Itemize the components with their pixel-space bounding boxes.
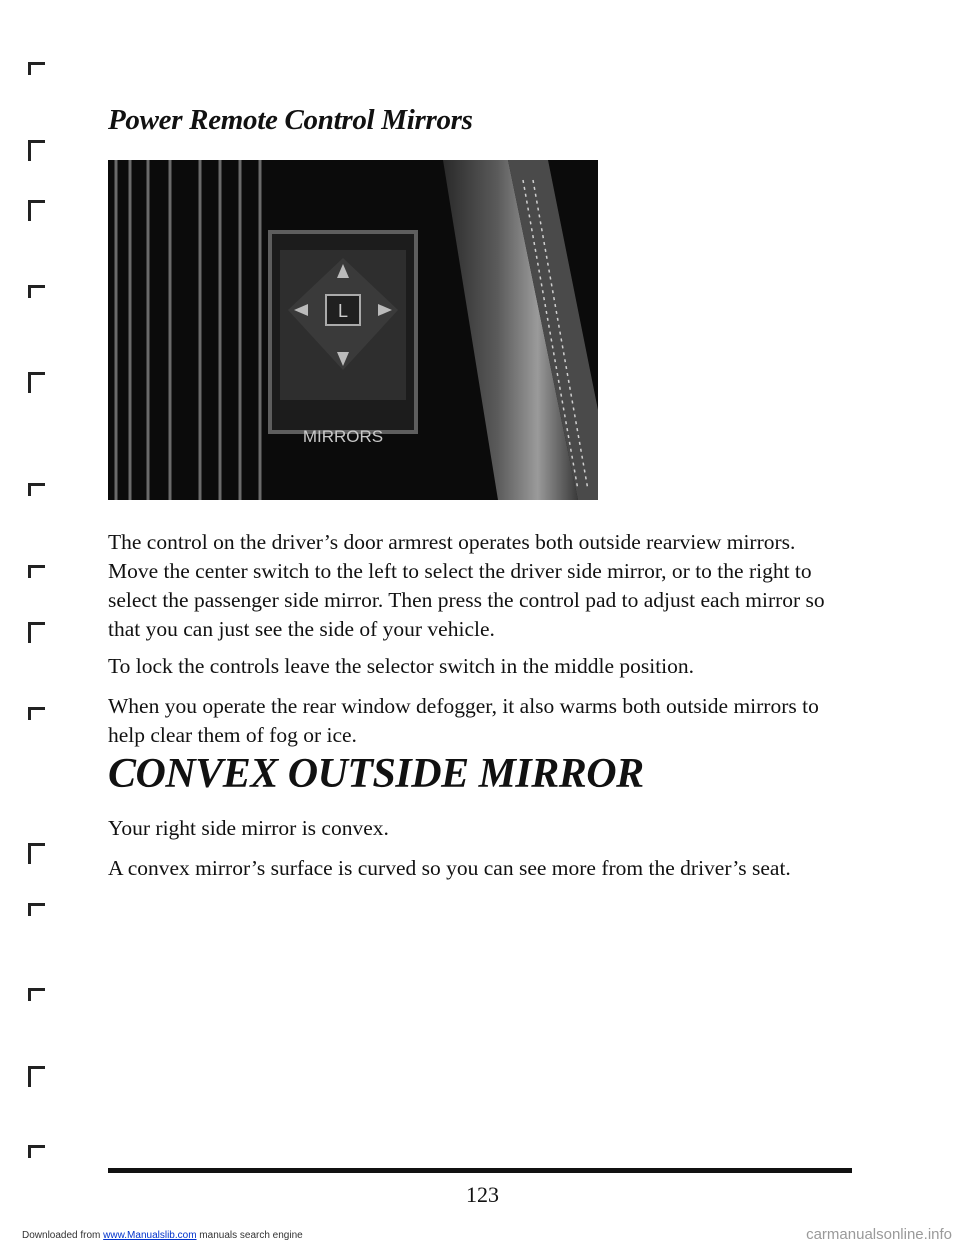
paragraph-convex: Your right side mirror is convex.: [108, 816, 389, 840]
paragraph-control: The control on the driver’s door armrest operates both outside rearview mirrors. Move the center switch to the left to select the driver side mirror, or to the right to select the passenger side mirror. Then press the control pad to adjust each mirror so that you can just see the side of your vehicle.: [108, 530, 825, 641]
margin-mark: [28, 622, 45, 643]
paragraph-convex-surface: A convex mirror’s surface is curved so you can see more from the driver’s seat.: [108, 856, 791, 880]
margin-mark: [28, 483, 45, 496]
margin-mark: [28, 843, 45, 864]
section-title: Power Remote Control Mirrors: [108, 104, 473, 136]
mirror-control-photo: [108, 160, 598, 500]
watermark-prefix: Downloaded from: [22, 1230, 104, 1241]
margin-mark: [28, 62, 45, 75]
margin-mark: [28, 285, 45, 298]
margin-mark: [28, 1066, 45, 1087]
margin-mark: [28, 1145, 45, 1158]
download-watermark: [22, 1230, 303, 1241]
margin-mark: [28, 372, 45, 393]
paragraph-defogger: When you operate the rear window defogger, it also warms both outside mirrors to help clear them of fog or ice.: [108, 694, 819, 747]
margin-mark: [28, 988, 45, 1001]
selector-label: L: [337, 301, 349, 321]
footer-rule: [108, 1168, 852, 1173]
margin-mark: [28, 903, 45, 916]
convex-heading: CONVEX OUTSIDE MIRROR: [108, 751, 644, 797]
margin-mark: [28, 200, 45, 221]
page-number: 123: [466, 1182, 499, 1207]
mirrors-label: MIRRORS: [302, 427, 384, 446]
margin-mark: [28, 565, 45, 578]
manualslib-link[interactable]: www.Manualslib.com: [103, 1230, 197, 1241]
site-watermark: carmanualsonline.info: [806, 1226, 952, 1243]
margin-mark: [28, 707, 45, 720]
paragraph-lock: To lock the controls leave the selector switch in the middle position.: [108, 654, 695, 678]
margin-mark: [28, 140, 45, 161]
watermark-suffix: manuals search engine: [196, 1230, 303, 1241]
